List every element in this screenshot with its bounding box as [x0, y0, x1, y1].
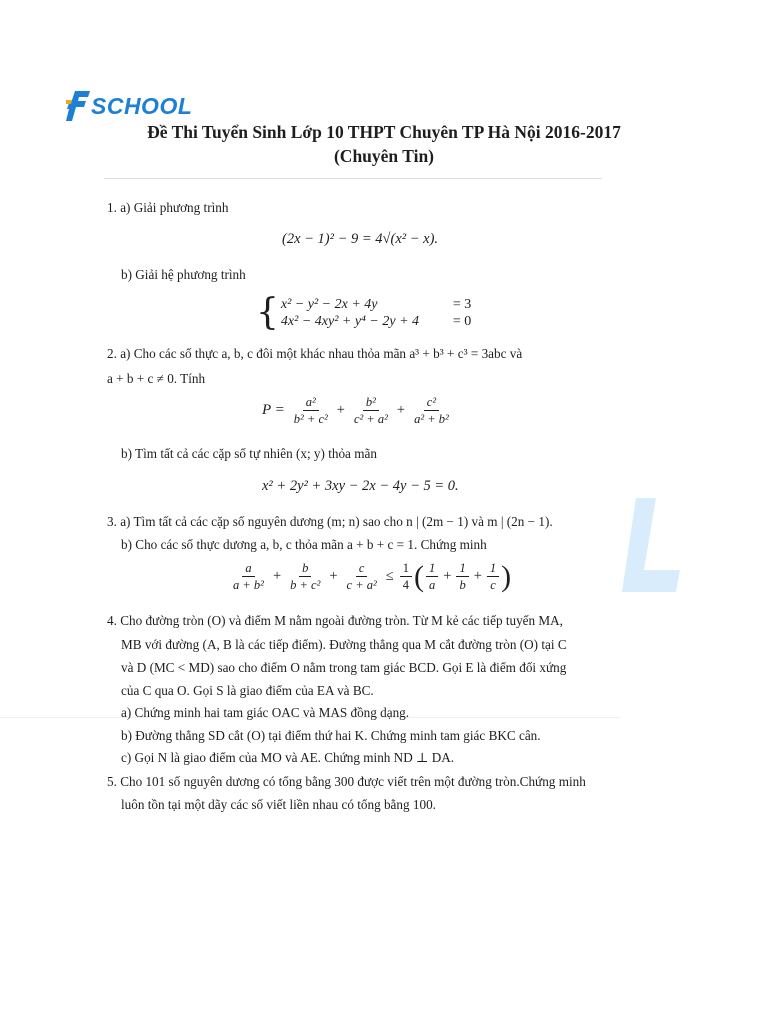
fraction-1-denominator: b² + c² — [293, 412, 328, 426]
problem-4-line-4: của C qua O. Gọi S là giao điểm của EA và BC. — [121, 683, 374, 698]
fraction-inv-a — [426, 561, 438, 592]
fraction-3-numerator: c² — [424, 395, 439, 411]
problem-4-line-1: 4. Cho đường tròn (O) và điểm M nằm ngoài đường tròn. Từ M kẻ các tiếp tuyến MA, — [107, 613, 563, 628]
problem-4-line-3: và D (MC < MD) sao cho điểm O nằm trong tam giác BCD. Gọi E là điểm đối xứng — [121, 660, 567, 675]
fraction-inv-b-denominator: b — [459, 578, 466, 592]
fraction-2 — [351, 395, 391, 426]
problem-2a-expression — [262, 395, 454, 426]
problem-3a-text: 3. a) Tìm tất cả các cặp số nguyên dương (m; n) sao cho n | (2m − 1) và m | (2n − 1). — [107, 514, 553, 529]
fraction-2-numerator: b² — [363, 395, 379, 411]
problem-4b: b) Đường thẳng SD cắt (O) tại điểm thứ hai K. Chứng minh tam giác BKC cân. — [121, 728, 541, 743]
problem-4-line-2: MB với đường (A, B là các tiếp điểm). Đường thẳng qua M cắt đường tròn (O) tại C — [121, 637, 567, 652]
fraction-1-numerator: a² — [303, 395, 319, 411]
fraction-inv-b — [456, 561, 468, 592]
logo-text: SCHOOL — [91, 92, 193, 119]
fraction-quarter-numerator: 1 — [400, 561, 412, 577]
fraction-inv-a-numerator: 1 — [426, 561, 438, 577]
fraction-b — [287, 561, 323, 592]
problem-2a-text-line-2: a + b + c ≠ 0. Tính — [107, 371, 206, 386]
fraction-1 — [291, 395, 331, 426]
system-row-2-rhs: = 0 — [452, 314, 472, 329]
plus-sign: + — [336, 402, 345, 418]
problem-5-line-2: luôn tồn tại một dãy các số viết liền nhau có tổng bằng 100. — [121, 797, 436, 812]
fraction-quarter-denominator: 4 — [402, 578, 409, 592]
system-row-2-lhs: 4x² − 4xy² + y⁴ − 2y + 4 — [280, 314, 420, 329]
fraction-b-numerator: b — [299, 561, 311, 577]
fschool-logo-mark-icon — [66, 91, 90, 121]
problem-2b-equation: x² + 2y² + 3xy − 2x − 4y − 5 = 0. — [262, 478, 459, 494]
exam-title: Đề Thi Tuyển Sinh Lớp 10 THPT Chuyên TP Hà Nội 2016-2017 — [147, 122, 621, 142]
header-divider — [104, 178, 602, 179]
fraction-inv-a-denominator: a — [429, 578, 436, 592]
watermark-l-icon — [622, 498, 682, 592]
less-equal-sign: ≤ — [385, 568, 394, 584]
fschool-logo — [66, 90, 192, 122]
plus-sign: + — [443, 568, 452, 584]
fraction-3-denominator: a² + b² — [414, 412, 449, 426]
fraction-a-denominator: a + b² — [233, 578, 264, 592]
fraction-inv-b-numerator: 1 — [456, 561, 468, 577]
problem-1a-text: 1. a) Giải phương trình — [107, 200, 229, 215]
p-label: P = — [262, 402, 285, 418]
fraction-2-denominator: c² + a² — [353, 412, 388, 426]
exam-subtitle: (Chuyên Tin) — [333, 146, 435, 166]
system-row-1-rhs: = 3 — [452, 297, 472, 312]
problem-1a-equation: (2x − 1)² − 9 = 4√(x² − x). — [282, 231, 439, 247]
fraction-c — [344, 561, 380, 592]
problem-5-line-1: 5. Cho 101 số nguyên dương có tổng bằng 300 được viết trên một đường tròn.Chứng minh — [107, 774, 586, 789]
fraction-c-numerator: c — [356, 561, 368, 577]
fraction-c-denominator: c + a² — [346, 578, 377, 592]
system-brace: { — [256, 292, 279, 333]
fraction-b-denominator: b + c² — [290, 578, 321, 592]
fraction-inv-c-denominator: c — [490, 578, 496, 592]
system-row-1-lhs: x² − y² − 2x + 4y — [280, 297, 378, 312]
fraction-3 — [411, 395, 452, 426]
problem-1b-system — [256, 292, 472, 333]
left-paren: ( — [414, 559, 424, 593]
problem-3b-inequality — [228, 561, 511, 592]
plus-sign: + — [272, 568, 282, 584]
problem-2a-text-line-1: 2. a) Cho các số thực a, b, c đôi một khác nhau thỏa mãn a³ + b³ + c³ = 3abc và — [107, 346, 523, 361]
problem-4c: c) Gọi N là giao điểm của MO và AE. Chứng minh ND ⊥ DA. — [121, 750, 455, 765]
plus-sign: + — [329, 568, 338, 584]
problem-4a: a) Chứng minh hai tam giác OAC và MAS đồng dạng. — [121, 705, 410, 720]
plus-sign: + — [473, 568, 482, 584]
problem-3b-text: b) Cho các số thực dương a, b, c thỏa mãn a + b + c = 1. Chứng minh — [121, 537, 487, 552]
problem-2b-text: b) Tìm tất cả các cặp số tự nhiên (x; y) thỏa mãn — [121, 446, 377, 461]
problem-1b-text: b) Giải hệ phương trình — [121, 267, 246, 282]
plus-sign: + — [396, 402, 406, 418]
right-paren: ) — [501, 559, 512, 593]
fraction-inv-c-numerator: 1 — [487, 561, 499, 577]
fraction-a — [230, 561, 267, 592]
fraction-a-numerator: a — [242, 561, 254, 577]
fraction-quarter — [400, 561, 412, 592]
fraction-inv-c — [487, 561, 499, 592]
